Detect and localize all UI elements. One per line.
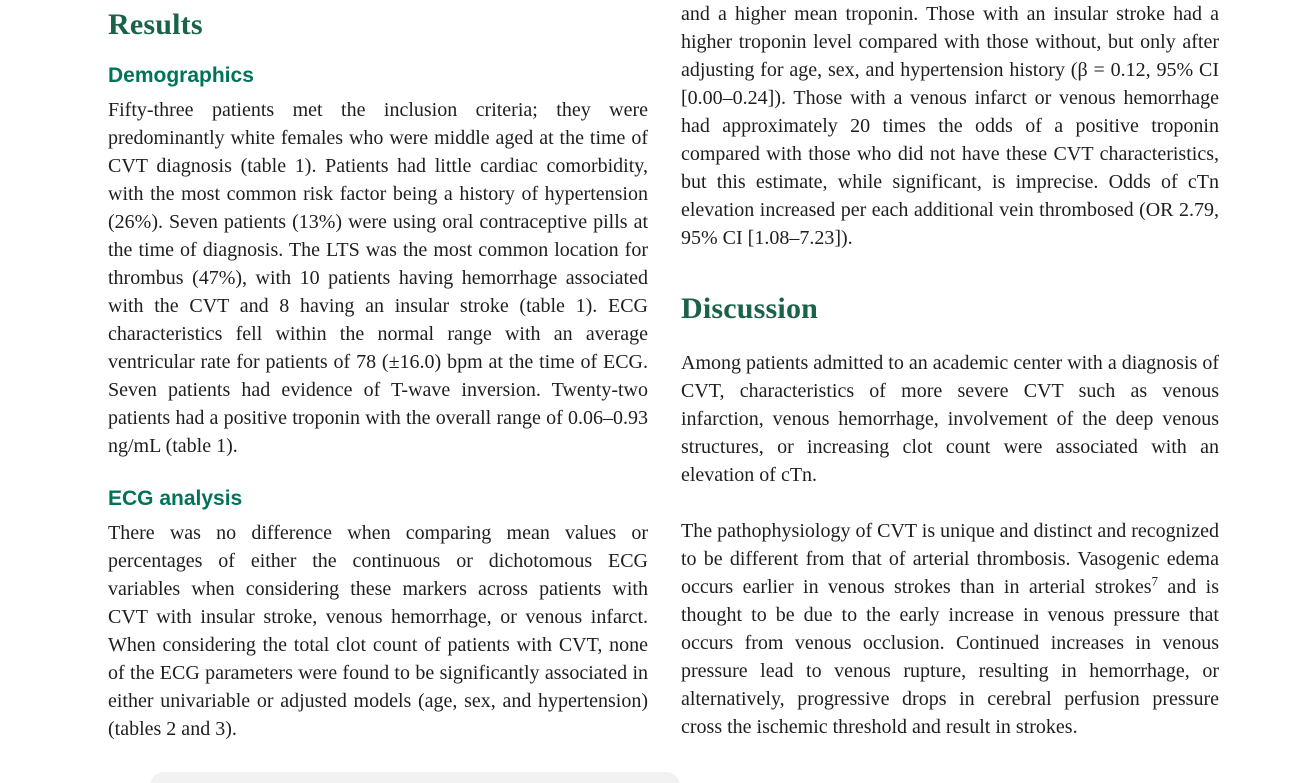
- results-heading: Results: [108, 8, 203, 41]
- ecg-analysis-paragraph: There was no difference when comparing mean values or percentages of either the continuous or dichotomous ECG variables when considering these markers across patients with CVT with insular stroke, venous hemorrhage, or venous infarct. When considering the total clot count of patients with CVT, none of the ECG parameters were found to be significantly associated in either univariable or adjusted models (age, sex, and hypertension) (tables 2 and 3).: [108, 521, 648, 740]
- demographics-paragraph: Fifty-three patients met the inclusion criteria; they were predominantly white females who were middle aged at the time of CVT diagnosis (table 1). Patients had little cardiac comorbidity, with the most common risk factor being a history of hypertension (26%). Seven patients (13%) were using oral contraceptive pills at the time of diagnosis. The LTS was the most common location for thrombus (47%), with 10 patients having hemorrhage associated with the CVT and 8 having an insular stroke (table 1). ECG characteristics fell within the normal range with an average ventricular rate for patients of 78 (±16.0) bpm at the time of ECG. Seven patients had evidence of T-wave inversion. Twenty-two patients had a positive troponin with the overall range of 0.06–0.93 ng/mL (table 1).: [108, 98, 648, 457]
- demographics-subheading: Demographics: [108, 63, 254, 87]
- results-continuation-paragraph: and a higher mean troponin. Those with an insular stroke had a higher troponin level compared with those without, but only after adjusting for age, sex, and hypertension history (β = 0.12, 95% CI [0.00–0.24]). Those with a venous infarct or venous hemorrhage had approximately 20 times the odds of a positive troponin compared with those who did not have these CVT characteristics, but this estimate, while significant, is imprecise. Odds of cTn elevation increased per each additional vein thrombosed (OR 2.79, 95% CI [1.08–7.23]).: [681, 3, 1219, 249]
- ecg-analysis-subheading: ECG analysis: [108, 486, 243, 510]
- cutoff-table-header-bar: [150, 772, 680, 783]
- discussion-paragraph-2-text-end: and is thought to be due to the early increase in venous pressure that occurs from venous occlusion. Continued increases in venous pressure lead to venous rupture, resulting in hemorrhage, or alternatively, progressive drops in cerebral perfusion pressure cross the ischemic threshold and result in strokes.: [681, 575, 1219, 738]
- discussion-paragraph-2-text-start: The pathophysiology of CVT is unique and distinct and recognized to be different from that of arterial thrombosis. Vasogenic edema occurs earlier in venous strokes than in arterial strokes: [681, 519, 1219, 598]
- discussion-paragraph-2: [681, 517, 1219, 741]
- discussion-paragraph-1: Among patients admitted to an academic center with a diagnosis of CVT, characteristics of more severe CVT such as venous infarction, venous hemorrhage, involvement of the deep venous structures, or increasing clot count were associated with an elevation of cTn.: [681, 351, 1219, 486]
- left-column: [108, 0, 648, 743]
- right-column: [681, 0, 1219, 743]
- discussion-heading: Discussion: [681, 292, 819, 325]
- citation-reference-7[interactable]: 7: [1151, 572, 1158, 588]
